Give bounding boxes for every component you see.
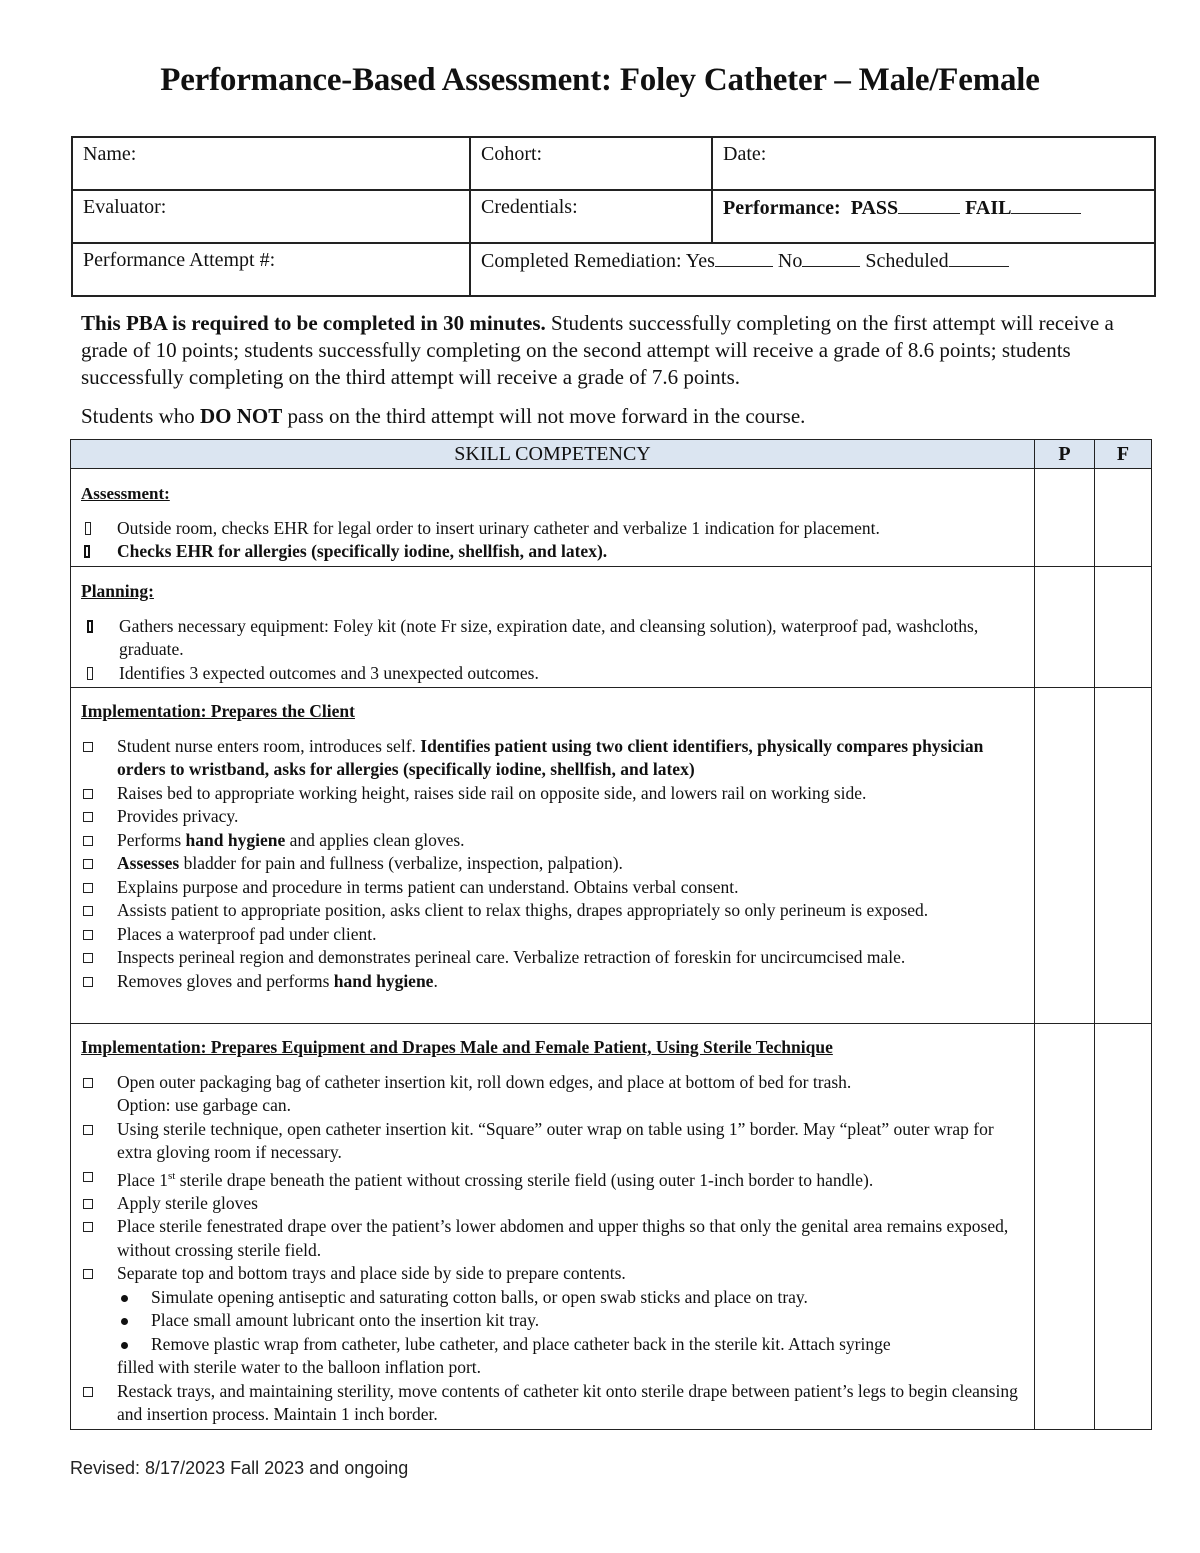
section-heading: Planning: bbox=[81, 581, 154, 601]
evaluator-label: Evaluator: bbox=[83, 196, 167, 218]
no-blank[interactable] bbox=[802, 249, 860, 267]
checkbox-icon[interactable] bbox=[83, 906, 93, 916]
section-heading: Implementation: Prepares Equipment and Drapes Male and Female Patient, Using Sterile Technique bbox=[81, 1037, 833, 1057]
item-text: Student nurse enters room, introduces self. bbox=[117, 735, 421, 756]
checklist-item bbox=[81, 829, 1024, 853]
intro-text: Students successfully completing on the first attempt will receive a grade of 10 points; students successfully completing on the second attempt will receive a grade of 8.6 points; students successfully completing on the third attempt will receive a grade of 7.6 points. bbox=[81, 311, 1114, 389]
prepares-client-section bbox=[71, 688, 1035, 1024]
sub-item bbox=[81, 1333, 1024, 1380]
sub-item-text: Remove plastic wrap from catheter, lube catheter, and place catheter back in the sterile kit. Attach syringe bbox=[151, 1333, 891, 1354]
checkbox-icon[interactable] bbox=[83, 1125, 93, 1135]
bullet-icon bbox=[121, 1295, 128, 1302]
item-bold-text: Identifies patient using two client identifiers, physically compares physician orders to wristband, asks for allergies (specifically iodine, shellfish, and latex) bbox=[117, 735, 984, 779]
checklist-item bbox=[81, 923, 1024, 947]
checkbox-icon[interactable] bbox=[83, 859, 93, 869]
item-sup: st bbox=[168, 1169, 176, 1182]
item-bold-text: hand hygiene bbox=[185, 829, 286, 850]
performance-cell[interactable] bbox=[712, 190, 1155, 243]
intro-paragraph bbox=[81, 310, 1151, 391]
checkbox-icon[interactable] bbox=[83, 1222, 93, 1232]
page-title: Performance-Based Assessment: Foley Catheter – Male/Female bbox=[160, 62, 1040, 98]
credentials-cell[interactable] bbox=[470, 190, 712, 243]
checklist-item bbox=[81, 1262, 1024, 1286]
item-text: Gathers necessary equipment: Foley kit (note Fr size, expiration date, and cleansing solution), waterproof pad, washcloths, graduate. bbox=[119, 615, 979, 659]
intro-warning bbox=[81, 403, 1151, 430]
checkbox-icon[interactable] bbox=[83, 1269, 93, 1279]
checklist-item bbox=[81, 662, 1024, 686]
date-label: Date: bbox=[723, 143, 767, 165]
checkbox-icon[interactable] bbox=[83, 1387, 93, 1397]
attempt-label: Performance Attempt #: bbox=[83, 249, 276, 271]
intro-bold: This PBA is required to be completed in 30 minutes. bbox=[81, 311, 546, 335]
date-cell[interactable] bbox=[712, 137, 1155, 190]
pass-cell[interactable] bbox=[1035, 688, 1095, 1024]
checklist-item bbox=[81, 782, 1024, 806]
checklist-item bbox=[81, 1118, 1024, 1165]
bullet-icon bbox=[121, 1342, 128, 1349]
item-text: Performs bbox=[117, 829, 186, 850]
item-text: Removes gloves and performs bbox=[117, 970, 334, 991]
fail-column-header: F bbox=[1095, 440, 1152, 469]
pass-cell[interactable] bbox=[1035, 567, 1095, 688]
checklist-item bbox=[81, 946, 1024, 970]
checkbox-icon[interactable] bbox=[83, 883, 93, 893]
pass-cell[interactable] bbox=[1035, 469, 1095, 567]
item-text: and applies clean gloves. bbox=[285, 829, 465, 850]
item-text: Place sterile fenestrated drape over the patient’s lower abdomen and upper thighs so that only the genital area remains exposed, without crossing sterile field. bbox=[117, 1216, 1009, 1260]
yes-label: Yes bbox=[685, 250, 715, 272]
name-cell[interactable] bbox=[72, 137, 470, 190]
sub-item bbox=[81, 1286, 1024, 1310]
remediation-cell[interactable] bbox=[470, 243, 1155, 296]
checklist-item bbox=[81, 540, 1024, 564]
warning-bold: DO NOT bbox=[200, 404, 283, 428]
item-text: Places a waterproof pad under client. bbox=[117, 923, 377, 944]
evaluator-cell[interactable] bbox=[72, 190, 470, 243]
student-info-table bbox=[71, 136, 1156, 297]
item-text: sterile drape beneath the patient without crossing sterile field (using outer 1-inch border to handle). bbox=[175, 1169, 874, 1190]
performance-label: Performance: bbox=[723, 197, 841, 219]
checkbox-icon[interactable] bbox=[83, 1199, 93, 1209]
item-text: Restack trays, and maintaining sterility, move contents of catheter kit onto sterile drape between patient’s legs to begin cleansing and insertion process. Maintain 1 inch border. bbox=[117, 1380, 1018, 1425]
checklist-item bbox=[81, 735, 1024, 782]
revision-footer: Revised: 8/17/2023 Fall 2023 and ongoing bbox=[70, 1458, 409, 1478]
item-text: . bbox=[433, 970, 438, 991]
item-text: Explains purpose and procedure in terms patient can understand. Obtains verbal consent. bbox=[117, 876, 739, 897]
checkbox-icon[interactable] bbox=[83, 953, 93, 963]
checklist-item bbox=[81, 876, 1024, 900]
checkbox-icon[interactable] bbox=[83, 1172, 93, 1182]
yes-blank[interactable] bbox=[715, 249, 773, 267]
item-text: Using sterile technique, open catheter insertion kit. “Square” outer wrap on table using 1” border. May “pleat” outer wrap for extra gloving room if necessary. bbox=[117, 1118, 994, 1162]
item-text: bladder for pain and fullness (verbalize, inspection, palpation). bbox=[179, 853, 623, 873]
checklist-item bbox=[81, 805, 1024, 829]
checklist-item bbox=[81, 899, 1024, 923]
cohort-cell[interactable] bbox=[470, 137, 712, 190]
checklist-item bbox=[81, 970, 1024, 994]
item-text: Apply sterile gloves bbox=[117, 1192, 258, 1213]
credentials-label: Credentials: bbox=[481, 196, 578, 218]
checkbox-icon[interactable] bbox=[83, 789, 93, 799]
checkbox-icon[interactable] bbox=[83, 812, 93, 822]
section-heading: Assessment: bbox=[81, 484, 170, 503]
skill-competency-table bbox=[70, 439, 1152, 1430]
item-bold-text: Assesses bbox=[117, 853, 180, 873]
prepares-equipment-section bbox=[71, 1024, 1035, 1430]
checkbox-icon[interactable] bbox=[83, 1078, 93, 1088]
sub-item-text: filled with sterile water to the balloon inflation port. bbox=[117, 1357, 482, 1378]
checkbox-icon[interactable] bbox=[83, 977, 93, 987]
sub-item bbox=[81, 1309, 1024, 1333]
item-text: Place 1 bbox=[117, 1169, 169, 1190]
sub-item-text: Place small amount lubricant onto the insertion kit tray. bbox=[151, 1310, 540, 1331]
checkbox-icon[interactable] bbox=[83, 930, 93, 940]
planning-section bbox=[71, 567, 1035, 688]
section-heading: Implementation: Prepares the Client bbox=[81, 701, 355, 721]
checkbox-icon[interactable] bbox=[84, 545, 90, 558]
item-bold-text: hand hygiene bbox=[333, 970, 434, 991]
sub-item-text: Simulate opening antiseptic and saturating cotton balls, or open swab sticks and place on tray. bbox=[151, 1286, 808, 1307]
item-text: Separate top and bottom trays and place side by side to prepare contents. bbox=[117, 1263, 626, 1284]
scheduled-label: Scheduled bbox=[865, 250, 949, 272]
item-text: Open outer packaging bag of catheter insertion kit, roll down edges, and place at bottom of bed for trash. bbox=[117, 1071, 852, 1092]
warning-pre: Students who bbox=[81, 404, 201, 428]
checklist-item bbox=[81, 615, 1024, 662]
item-text: Inspects perineal region and demonstrates perineal care. Verbalize retraction of foreskin for uncircumcised male. bbox=[117, 947, 906, 967]
scheduled-blank[interactable] bbox=[949, 249, 1009, 267]
pass-label: PASS bbox=[850, 197, 899, 219]
fail-cell[interactable] bbox=[1095, 469, 1152, 567]
assessment-section bbox=[71, 469, 1035, 567]
fail-cell[interactable] bbox=[1095, 1024, 1152, 1430]
remediation-label: Completed Remediation: bbox=[481, 250, 682, 272]
checkbox-icon[interactable] bbox=[83, 742, 93, 752]
fail-cell[interactable] bbox=[1095, 567, 1152, 688]
checklist-item bbox=[81, 1165, 1024, 1192]
item-text: Checks EHR for allergies (specifically iodine, shellfish, and latex). bbox=[117, 541, 608, 561]
fail-cell[interactable] bbox=[1095, 688, 1152, 1024]
item-text: Assists patient to appropriate position, asks client to relax thighs, drapes appropriately so only perineum is exposed. bbox=[117, 900, 929, 920]
pass-blank[interactable] bbox=[898, 196, 960, 214]
item-text: Raises bed to appropriate working height, raises side rail on opposite side, and lowers rail on working side. bbox=[117, 782, 867, 803]
attempt-cell[interactable] bbox=[72, 243, 470, 296]
checkbox-icon[interactable] bbox=[87, 667, 93, 680]
pass-column-header: P bbox=[1035, 440, 1095, 469]
item-text: Option: use garbage can. bbox=[117, 1095, 291, 1115]
checklist-item bbox=[81, 852, 1024, 876]
checklist-item bbox=[81, 1071, 1024, 1118]
checkbox-icon[interactable] bbox=[85, 522, 91, 535]
checklist-item bbox=[81, 1380, 1024, 1427]
pass-cell[interactable] bbox=[1035, 1024, 1095, 1430]
competency-header: SKILL COMPETENCY bbox=[71, 440, 1035, 469]
fail-label: FAIL bbox=[965, 197, 1012, 219]
warning-post: pass on the third attempt will not move forward in the course. bbox=[282, 404, 806, 428]
checkbox-icon[interactable] bbox=[87, 620, 93, 633]
cohort-label: Cohort: bbox=[481, 143, 543, 165]
item-text: Provides privacy. bbox=[117, 806, 239, 826]
item-text: Identifies 3 expected outcomes and 3 unexpected outcomes. bbox=[119, 662, 539, 683]
checklist-item bbox=[81, 517, 1024, 541]
checklist-item bbox=[81, 1215, 1024, 1262]
fail-blank[interactable] bbox=[1011, 196, 1081, 214]
checklist-item bbox=[81, 1192, 1024, 1216]
checkbox-icon[interactable] bbox=[83, 836, 93, 846]
item-text: Outside room, checks EHR for legal order to insert urinary catheter and verbalize 1 indication for placement. bbox=[117, 517, 880, 538]
no-label: No bbox=[777, 250, 803, 272]
name-label: Name: bbox=[83, 143, 137, 165]
